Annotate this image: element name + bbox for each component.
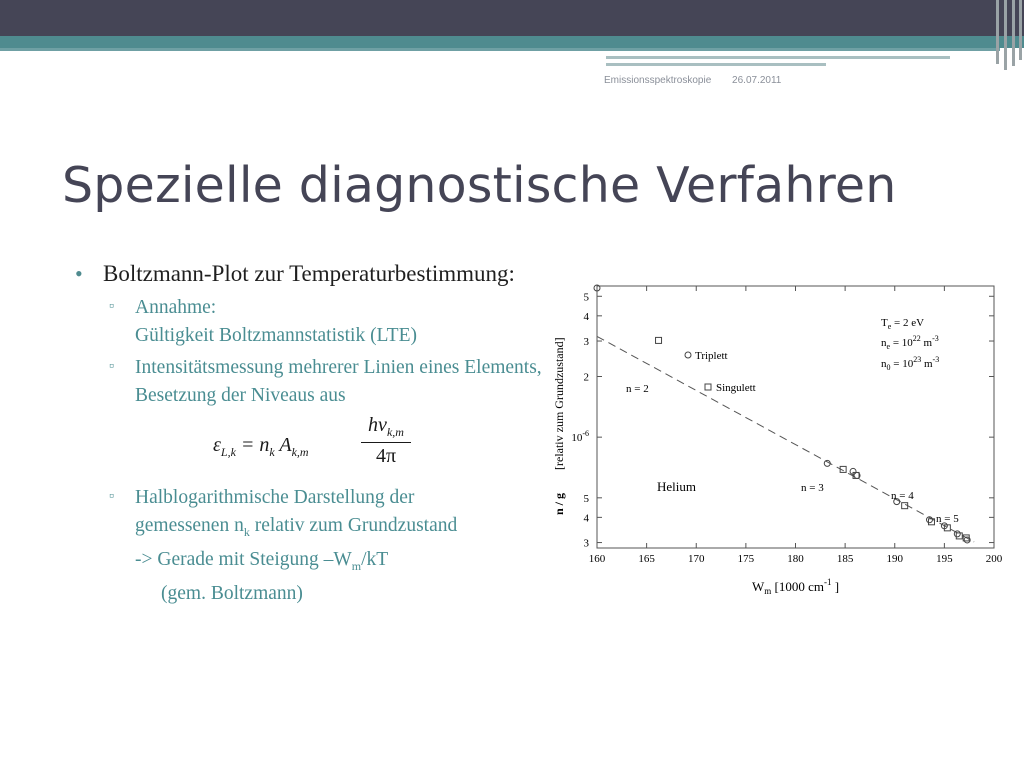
annotation-te: $T_e = 2$ eV [881,317,925,331]
annotation-n0: $n_0 = 10^{23}$ $m^{-3}$ [881,355,940,372]
x-tick-label-2: 170 [688,553,705,565]
content-body [75,258,565,608]
teal-band [0,36,1024,48]
x-tick-label-1: 165 [638,553,655,565]
square-bullet-icon: ▫ [109,299,114,314]
header-subject: Emissionsspektroskopie [604,75,712,86]
formula-lhs: $\varepsilon_{L,k} = n_k$ $A_{k,m}$ [213,434,309,459]
sub-bullet-1 [75,294,565,350]
sub-bullet-1-line2: Gültigkeit Boltzmannstatistik (LTE) [135,325,417,346]
bullet-main [75,258,565,290]
sub-bullet-1-line1: Annahme: [135,297,217,318]
square-bullet-icon: ▫ [109,489,114,504]
y-axis-label-bracket: [relativ zum Grundzustand] [552,337,566,470]
x-axis-label: $W_m$ [1000 $cm^{-1}$ ] [752,577,840,596]
annotation-ne: $n_e = 10^{22}$ $m^{-3}$ [881,334,939,351]
teal-line [0,48,1000,51]
y-axis [571,291,994,549]
boltzmann-formula [213,414,565,478]
grey-line-1 [606,56,950,59]
formula-fraction: $h\nu_{k,m}$ 4π [361,414,411,468]
x-tick-label-6: 190 [886,553,903,565]
deco-bar-1 [996,0,999,64]
header-date: 26.07.2011 [732,75,782,86]
slide-title: Spezielle diagnostische Verfahren [62,157,897,214]
label-n2: n = 2 [626,383,649,395]
x-tick-label-3: 175 [737,553,755,565]
fit-line [597,336,974,542]
grey-line-2 [606,63,826,66]
square-bullet-icon: ▫ [109,359,114,374]
sub-bullet-3-line3: -> Gerade mit Steigung $-W_m/kT$ [135,548,389,573]
y-tick-label-3: 2 [583,371,589,384]
top-bar [0,0,1024,36]
legend-triplett: Triplett [695,350,728,362]
x-tick-label-8: 200 [985,553,1003,565]
sub-bullet-2 [75,354,545,410]
deco-bar-3 [1012,0,1015,66]
y-tick-label-4: $10^{-6}$ [571,429,589,445]
plot-frame [597,286,994,548]
x-tick-label-5: 185 [836,553,854,565]
y-axis-label: n / g [552,492,566,515]
sub-bullet-3 [75,484,575,608]
y-tick-label-1: 4 [583,310,589,323]
bullet-main-text: Boltzmann-Plot zur Temperaturbestimmung: [103,261,515,286]
label-n5: n = 5 [936,513,959,525]
y-tick-label-0: 5 [583,291,589,304]
deco-bar-4 [1019,0,1022,60]
y-tick-label-5: 5 [583,492,589,505]
label-n3: n = 3 [801,482,824,494]
sub-bullet-2-text: Intensitätsmessung mehrerer Linien eines Elements, Besetzung der Niveaus aus [135,357,542,406]
legend-singulett-icon [705,384,711,390]
boltzmann-plot [545,280,1005,600]
point-triplett-7 [954,531,960,537]
legend-singulett: Singulett [716,382,756,394]
point-singulett-0 [656,337,662,343]
label-n4: n = 4 [891,490,914,502]
slide-header [604,75,799,86]
x-tick-label-7: 195 [936,553,953,565]
y-tick-label-2: 3 [583,336,589,349]
x-tick-label-0: 160 [588,553,606,565]
helium-label: Helium [657,479,696,494]
legend-triplett-icon [685,352,691,358]
sub-bullet-3-line4: (gem. Boltzmann) [161,582,303,604]
x-tick-label-4: 180 [787,553,804,565]
deco-bar-2 [1004,0,1007,70]
sub-bullet-3-line1: Halblogarithmische Darstellung der [135,487,415,508]
y-tick-label-7: 3 [583,537,589,550]
bullet-dot-icon: • [75,261,83,286]
sub-bullet-3-line2: gemessenen $n_k$ relativ zum Grundzustand [135,515,458,539]
chart-svg [545,280,1005,600]
y-tick-label-6: 4 [583,512,589,525]
